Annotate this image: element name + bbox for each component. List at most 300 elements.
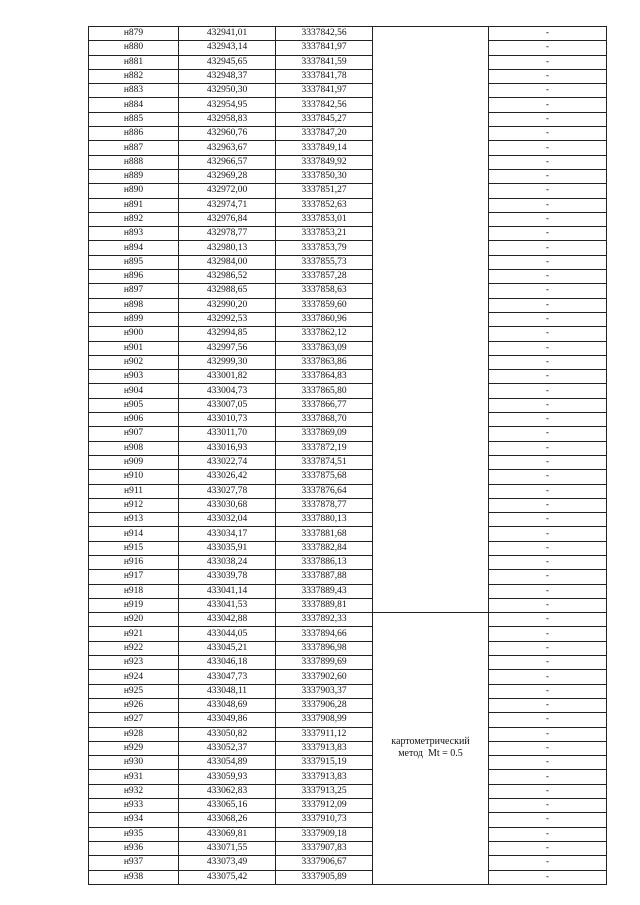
accuracy-cell: - — [489, 84, 607, 98]
x-coordinate-cell: 432954,95 — [179, 98, 276, 112]
x-coordinate-cell: 432990,20 — [179, 298, 276, 312]
table-row — [89, 713, 607, 727]
method-note-line1: картометрический — [391, 736, 470, 748]
accuracy-cell: - — [489, 184, 607, 198]
accuracy-cell: - — [489, 598, 607, 612]
point-id-cell: н923 — [89, 656, 179, 670]
x-coordinate-cell: 433071,55 — [179, 841, 276, 855]
point-id-cell: н917 — [89, 570, 179, 584]
point-id-cell: н879 — [89, 27, 179, 41]
table-row — [89, 784, 607, 798]
x-coordinate-cell: 433047,73 — [179, 670, 276, 684]
table-row — [89, 255, 607, 269]
point-id-cell: н937 — [89, 856, 179, 870]
table-row — [89, 584, 607, 598]
method-note-cell — [373, 613, 489, 885]
table-row — [89, 470, 607, 484]
accuracy-cell: - — [489, 541, 607, 555]
x-coordinate-cell: 432945,65 — [179, 55, 276, 69]
accuracy-cell: - — [489, 270, 607, 284]
accuracy-cell: - — [489, 55, 607, 69]
y-coordinate-cell: 3337842,56 — [276, 98, 373, 112]
table-row — [89, 41, 607, 55]
x-coordinate-cell: 432994,85 — [179, 327, 276, 341]
table-row — [89, 670, 607, 684]
accuracy-cell: - — [489, 155, 607, 169]
x-coordinate-cell: 432960,76 — [179, 127, 276, 141]
x-coordinate-cell: 433042,88 — [179, 613, 276, 627]
x-coordinate-cell: 433065,16 — [179, 799, 276, 813]
point-id-cell: н916 — [89, 555, 179, 569]
y-coordinate-cell: 3337851,27 — [276, 184, 373, 198]
point-id-cell: н908 — [89, 441, 179, 455]
point-id-cell: н912 — [89, 498, 179, 512]
table-row — [89, 627, 607, 641]
point-id-cell: н913 — [89, 513, 179, 527]
y-coordinate-cell: 3337866,77 — [276, 398, 373, 412]
x-coordinate-cell: 432950,30 — [179, 84, 276, 98]
x-coordinate-cell: 433052,37 — [179, 741, 276, 755]
accuracy-cell: - — [489, 584, 607, 598]
table-row — [89, 355, 607, 369]
accuracy-cell: - — [489, 670, 607, 684]
x-coordinate-cell: 432978,77 — [179, 227, 276, 241]
point-id-cell: н927 — [89, 713, 179, 727]
point-id-cell: н904 — [89, 384, 179, 398]
table-row — [89, 427, 607, 441]
accuracy-cell: - — [489, 870, 607, 884]
point-id-cell: н909 — [89, 455, 179, 469]
accuracy-cell: - — [489, 684, 607, 698]
accuracy-cell: - — [489, 741, 607, 755]
point-id-cell: н884 — [89, 98, 179, 112]
point-id-cell: н924 — [89, 670, 179, 684]
x-coordinate-cell: 433004,73 — [179, 384, 276, 398]
x-coordinate-cell: 433050,82 — [179, 727, 276, 741]
table-row — [89, 441, 607, 455]
table-row — [89, 84, 607, 98]
accuracy-cell: - — [489, 284, 607, 298]
table-row — [89, 141, 607, 155]
accuracy-cell: - — [489, 856, 607, 870]
table-row — [89, 698, 607, 712]
table-row — [89, 155, 607, 169]
point-id-cell: н882 — [89, 69, 179, 83]
x-coordinate-cell: 433045,21 — [179, 641, 276, 655]
accuracy-cell: - — [489, 470, 607, 484]
point-id-cell: н893 — [89, 227, 179, 241]
table-row — [89, 227, 607, 241]
point-id-cell: н911 — [89, 484, 179, 498]
table-row — [89, 484, 607, 498]
point-id-cell: н920 — [89, 613, 179, 627]
x-coordinate-cell: 433032,04 — [179, 513, 276, 527]
point-id-cell: н885 — [89, 112, 179, 126]
table-row — [89, 284, 607, 298]
point-id-cell: н881 — [89, 55, 179, 69]
y-coordinate-cell: 3337852,63 — [276, 198, 373, 212]
accuracy-cell: - — [489, 398, 607, 412]
accuracy-cell: - — [489, 713, 607, 727]
accuracy-cell: - — [489, 241, 607, 255]
x-coordinate-cell: 433027,78 — [179, 484, 276, 498]
accuracy-cell: - — [489, 227, 607, 241]
point-id-cell: н888 — [89, 155, 179, 169]
y-coordinate-cell: 3337872,19 — [276, 441, 373, 455]
x-coordinate-cell: 433030,68 — [179, 498, 276, 512]
accuracy-cell: - — [489, 527, 607, 541]
x-coordinate-cell: 433062,83 — [179, 784, 276, 798]
y-coordinate-cell: 3337906,28 — [276, 698, 373, 712]
point-id-cell: н926 — [89, 698, 179, 712]
y-coordinate-cell: 3337912,09 — [276, 799, 373, 813]
table-row — [89, 641, 607, 655]
point-id-cell: н899 — [89, 312, 179, 326]
x-coordinate-cell: 432943,14 — [179, 41, 276, 55]
accuracy-cell: - — [489, 384, 607, 398]
y-coordinate-cell: 3337863,09 — [276, 341, 373, 355]
x-coordinate-cell: 433041,53 — [179, 598, 276, 612]
table-row — [89, 212, 607, 226]
point-id-cell: н906 — [89, 413, 179, 427]
y-coordinate-cell: 3337905,89 — [276, 870, 373, 884]
y-coordinate-cell: 3337853,21 — [276, 227, 373, 241]
accuracy-cell: - — [489, 41, 607, 55]
y-coordinate-cell: 3337913,25 — [276, 784, 373, 798]
accuracy-cell: - — [489, 484, 607, 498]
y-coordinate-cell: 3337860,96 — [276, 312, 373, 326]
point-id-cell: н931 — [89, 770, 179, 784]
accuracy-cell: - — [489, 327, 607, 341]
x-coordinate-cell: 432980,13 — [179, 241, 276, 255]
y-coordinate-cell: 3337875,68 — [276, 470, 373, 484]
accuracy-cell: - — [489, 370, 607, 384]
point-id-cell: н880 — [89, 41, 179, 55]
x-coordinate-cell: 433039,78 — [179, 570, 276, 584]
y-coordinate-cell: 3337889,43 — [276, 584, 373, 598]
accuracy-cell: - — [489, 613, 607, 627]
accuracy-cell: - — [489, 198, 607, 212]
accuracy-cell: - — [489, 784, 607, 798]
accuracy-cell: - — [489, 756, 607, 770]
point-id-cell: н929 — [89, 741, 179, 755]
x-coordinate-cell: 433016,93 — [179, 441, 276, 455]
point-id-cell: н892 — [89, 212, 179, 226]
y-coordinate-cell: 3337899,69 — [276, 656, 373, 670]
y-coordinate-cell: 3337849,92 — [276, 155, 373, 169]
x-coordinate-cell: 432966,57 — [179, 155, 276, 169]
point-id-cell: н907 — [89, 427, 179, 441]
y-coordinate-cell: 3337896,98 — [276, 641, 373, 655]
table-row — [89, 55, 607, 69]
table-row — [89, 555, 607, 569]
y-coordinate-cell: 3337850,30 — [276, 169, 373, 183]
y-coordinate-cell: 3337903,37 — [276, 684, 373, 698]
table-row — [89, 598, 607, 612]
y-coordinate-cell: 3337857,28 — [276, 270, 373, 284]
point-id-cell: н921 — [89, 627, 179, 641]
point-id-cell: н935 — [89, 827, 179, 841]
accuracy-cell: - — [489, 112, 607, 126]
x-coordinate-cell: 433026,42 — [179, 470, 276, 484]
accuracy-cell: - — [489, 455, 607, 469]
point-id-cell: н890 — [89, 184, 179, 198]
x-coordinate-cell: 433022,74 — [179, 455, 276, 469]
point-id-cell: н936 — [89, 841, 179, 855]
table-row — [89, 384, 607, 398]
y-coordinate-cell: 3337859,60 — [276, 298, 373, 312]
point-id-cell: н910 — [89, 470, 179, 484]
x-coordinate-cell: 433075,42 — [179, 870, 276, 884]
table-row — [89, 541, 607, 555]
accuracy-cell: - — [489, 813, 607, 827]
point-id-cell: н901 — [89, 341, 179, 355]
table-row — [89, 312, 607, 326]
x-coordinate-cell: 433034,17 — [179, 527, 276, 541]
y-coordinate-cell: 3337841,97 — [276, 84, 373, 98]
table-row — [89, 741, 607, 755]
y-coordinate-cell: 3337874,51 — [276, 455, 373, 469]
accuracy-cell: - — [489, 656, 607, 670]
table-row — [89, 841, 607, 855]
table-row — [89, 770, 607, 784]
y-coordinate-cell: 3337865,80 — [276, 384, 373, 398]
x-coordinate-cell: 432976,84 — [179, 212, 276, 226]
y-coordinate-cell: 3337876,64 — [276, 484, 373, 498]
accuracy-cell: - — [489, 141, 607, 155]
x-coordinate-cell: 432999,30 — [179, 355, 276, 369]
point-id-cell: н886 — [89, 127, 179, 141]
accuracy-cell: - — [489, 98, 607, 112]
table-row — [89, 856, 607, 870]
table-row — [89, 756, 607, 770]
point-id-cell: н889 — [89, 169, 179, 183]
y-coordinate-cell: 3337862,12 — [276, 327, 373, 341]
table-row — [89, 827, 607, 841]
y-coordinate-cell: 3337887,88 — [276, 570, 373, 584]
x-coordinate-cell: 432963,67 — [179, 141, 276, 155]
accuracy-cell: - — [489, 555, 607, 569]
y-coordinate-cell: 3337855,73 — [276, 255, 373, 269]
table-row — [89, 656, 607, 670]
accuracy-cell: - — [489, 212, 607, 226]
accuracy-cell: - — [489, 513, 607, 527]
table-row — [89, 613, 607, 627]
table-row — [89, 527, 607, 541]
x-coordinate-cell: 433001,82 — [179, 370, 276, 384]
table-row — [89, 241, 607, 255]
table-row — [89, 370, 607, 384]
x-coordinate-cell: 433048,11 — [179, 684, 276, 698]
point-id-cell: н932 — [89, 784, 179, 798]
table-row — [89, 69, 607, 83]
y-coordinate-cell: 3337882,84 — [276, 541, 373, 555]
accuracy-cell: - — [489, 841, 607, 855]
y-coordinate-cell: 3337886,13 — [276, 555, 373, 569]
point-id-cell: н930 — [89, 756, 179, 770]
table-row — [89, 455, 607, 469]
accuracy-cell: - — [489, 312, 607, 326]
point-id-cell: н934 — [89, 813, 179, 827]
accuracy-cell: - — [489, 498, 607, 512]
table-row — [89, 169, 607, 183]
table-row — [89, 727, 607, 741]
point-id-cell: н902 — [89, 355, 179, 369]
table-row — [89, 112, 607, 126]
x-coordinate-cell: 433046,18 — [179, 656, 276, 670]
accuracy-cell: - — [489, 441, 607, 455]
y-coordinate-cell: 3337841,97 — [276, 41, 373, 55]
x-coordinate-cell: 432984,00 — [179, 255, 276, 269]
point-id-cell: н891 — [89, 198, 179, 212]
y-coordinate-cell: 3337889,81 — [276, 598, 373, 612]
table-row — [89, 513, 607, 527]
x-coordinate-cell: 432969,28 — [179, 169, 276, 183]
x-coordinate-cell: 433011,70 — [179, 427, 276, 441]
y-coordinate-cell: 3337845,27 — [276, 112, 373, 126]
coordinates-table — [88, 26, 607, 885]
point-id-cell: н922 — [89, 641, 179, 655]
y-coordinate-cell: 3337853,79 — [276, 241, 373, 255]
x-coordinate-cell: 432974,71 — [179, 198, 276, 212]
y-coordinate-cell: 3337907,83 — [276, 841, 373, 855]
accuracy-cell: - — [489, 727, 607, 741]
accuracy-cell: - — [489, 698, 607, 712]
y-coordinate-cell: 3337909,18 — [276, 827, 373, 841]
table-row — [89, 870, 607, 884]
x-coordinate-cell: 433068,26 — [179, 813, 276, 827]
point-id-cell: н919 — [89, 598, 179, 612]
y-coordinate-cell: 3337841,59 — [276, 55, 373, 69]
accuracy-cell: - — [489, 413, 607, 427]
point-id-cell: н938 — [89, 870, 179, 884]
y-coordinate-cell: 3337908,99 — [276, 713, 373, 727]
x-coordinate-cell: 433059,93 — [179, 770, 276, 784]
point-id-cell: н905 — [89, 398, 179, 412]
point-id-cell: н903 — [89, 370, 179, 384]
y-coordinate-cell: 3337913,83 — [276, 770, 373, 784]
accuracy-cell: - — [489, 298, 607, 312]
x-coordinate-cell: 433048,69 — [179, 698, 276, 712]
accuracy-cell: - — [489, 799, 607, 813]
point-id-cell: н914 — [89, 527, 179, 541]
table-row — [89, 799, 607, 813]
y-coordinate-cell: 3337880,13 — [276, 513, 373, 527]
table-row — [89, 398, 607, 412]
accuracy-cell: - — [489, 827, 607, 841]
y-coordinate-cell: 3337906,67 — [276, 856, 373, 870]
y-coordinate-cell: 3337853,01 — [276, 212, 373, 226]
y-coordinate-cell: 3337913,83 — [276, 741, 373, 755]
y-coordinate-cell: 3337847,20 — [276, 127, 373, 141]
table-row — [89, 298, 607, 312]
y-coordinate-cell: 3337892,33 — [276, 613, 373, 627]
y-coordinate-cell: 3337842,56 — [276, 27, 373, 41]
x-coordinate-cell: 432972,00 — [179, 184, 276, 198]
y-coordinate-cell: 3337911,12 — [276, 727, 373, 741]
x-coordinate-cell: 432988,65 — [179, 284, 276, 298]
accuracy-cell: - — [489, 127, 607, 141]
x-coordinate-cell: 433041,14 — [179, 584, 276, 598]
point-id-cell: н883 — [89, 84, 179, 98]
x-coordinate-cell: 433069,81 — [179, 827, 276, 841]
point-id-cell: н894 — [89, 241, 179, 255]
method-cell-empty — [373, 27, 489, 613]
y-coordinate-cell: 3337902,60 — [276, 670, 373, 684]
accuracy-cell: - — [489, 570, 607, 584]
x-coordinate-cell: 433007,05 — [179, 398, 276, 412]
y-coordinate-cell: 3337841,78 — [276, 69, 373, 83]
table-row — [89, 27, 607, 41]
y-coordinate-cell: 3337881,68 — [276, 527, 373, 541]
point-id-cell: н895 — [89, 255, 179, 269]
x-coordinate-cell: 432986,52 — [179, 270, 276, 284]
y-coordinate-cell: 3337869,09 — [276, 427, 373, 441]
x-coordinate-cell: 433035,91 — [179, 541, 276, 555]
x-coordinate-cell: 432958,83 — [179, 112, 276, 126]
x-coordinate-cell: 433054,89 — [179, 756, 276, 770]
accuracy-cell: - — [489, 627, 607, 641]
point-id-cell: н898 — [89, 298, 179, 312]
y-coordinate-cell: 3337915,19 — [276, 756, 373, 770]
x-coordinate-cell: 433073,49 — [179, 856, 276, 870]
table-row — [89, 813, 607, 827]
table-row — [89, 127, 607, 141]
accuracy-cell: - — [489, 169, 607, 183]
accuracy-cell: - — [489, 341, 607, 355]
accuracy-cell: - — [489, 770, 607, 784]
point-id-cell: н897 — [89, 284, 179, 298]
y-coordinate-cell: 3337858,63 — [276, 284, 373, 298]
point-id-cell: н925 — [89, 684, 179, 698]
point-id-cell: н887 — [89, 141, 179, 155]
x-coordinate-cell: 433010,73 — [179, 413, 276, 427]
table-row — [89, 684, 607, 698]
point-id-cell: н918 — [89, 584, 179, 598]
table-row — [89, 270, 607, 284]
accuracy-cell: - — [489, 641, 607, 655]
accuracy-cell: - — [489, 255, 607, 269]
x-coordinate-cell: 433038,24 — [179, 555, 276, 569]
table-row — [89, 341, 607, 355]
point-id-cell: н933 — [89, 799, 179, 813]
y-coordinate-cell: 3337849,14 — [276, 141, 373, 155]
table-row — [89, 327, 607, 341]
x-coordinate-cell: 432948,37 — [179, 69, 276, 83]
y-coordinate-cell: 3337864,83 — [276, 370, 373, 384]
table-row — [89, 570, 607, 584]
y-coordinate-cell: 3337868,70 — [276, 413, 373, 427]
y-coordinate-cell: 3337863,86 — [276, 355, 373, 369]
accuracy-cell: - — [489, 355, 607, 369]
y-coordinate-cell: 3337910,73 — [276, 813, 373, 827]
x-coordinate-cell: 432992,53 — [179, 312, 276, 326]
point-id-cell: н928 — [89, 727, 179, 741]
x-coordinate-cell: 432941,01 — [179, 27, 276, 41]
accuracy-cell: - — [489, 27, 607, 41]
table-row — [89, 498, 607, 512]
x-coordinate-cell: 433044,05 — [179, 627, 276, 641]
x-coordinate-cell: 432997,56 — [179, 341, 276, 355]
coordinates-table-body — [89, 27, 607, 885]
method-note-line2: метод Mt = 0.5 — [398, 748, 463, 760]
table-row — [89, 198, 607, 212]
table-row — [89, 413, 607, 427]
point-id-cell: н900 — [89, 327, 179, 341]
y-coordinate-cell: 3337894,66 — [276, 627, 373, 641]
point-id-cell: н915 — [89, 541, 179, 555]
table-row — [89, 98, 607, 112]
